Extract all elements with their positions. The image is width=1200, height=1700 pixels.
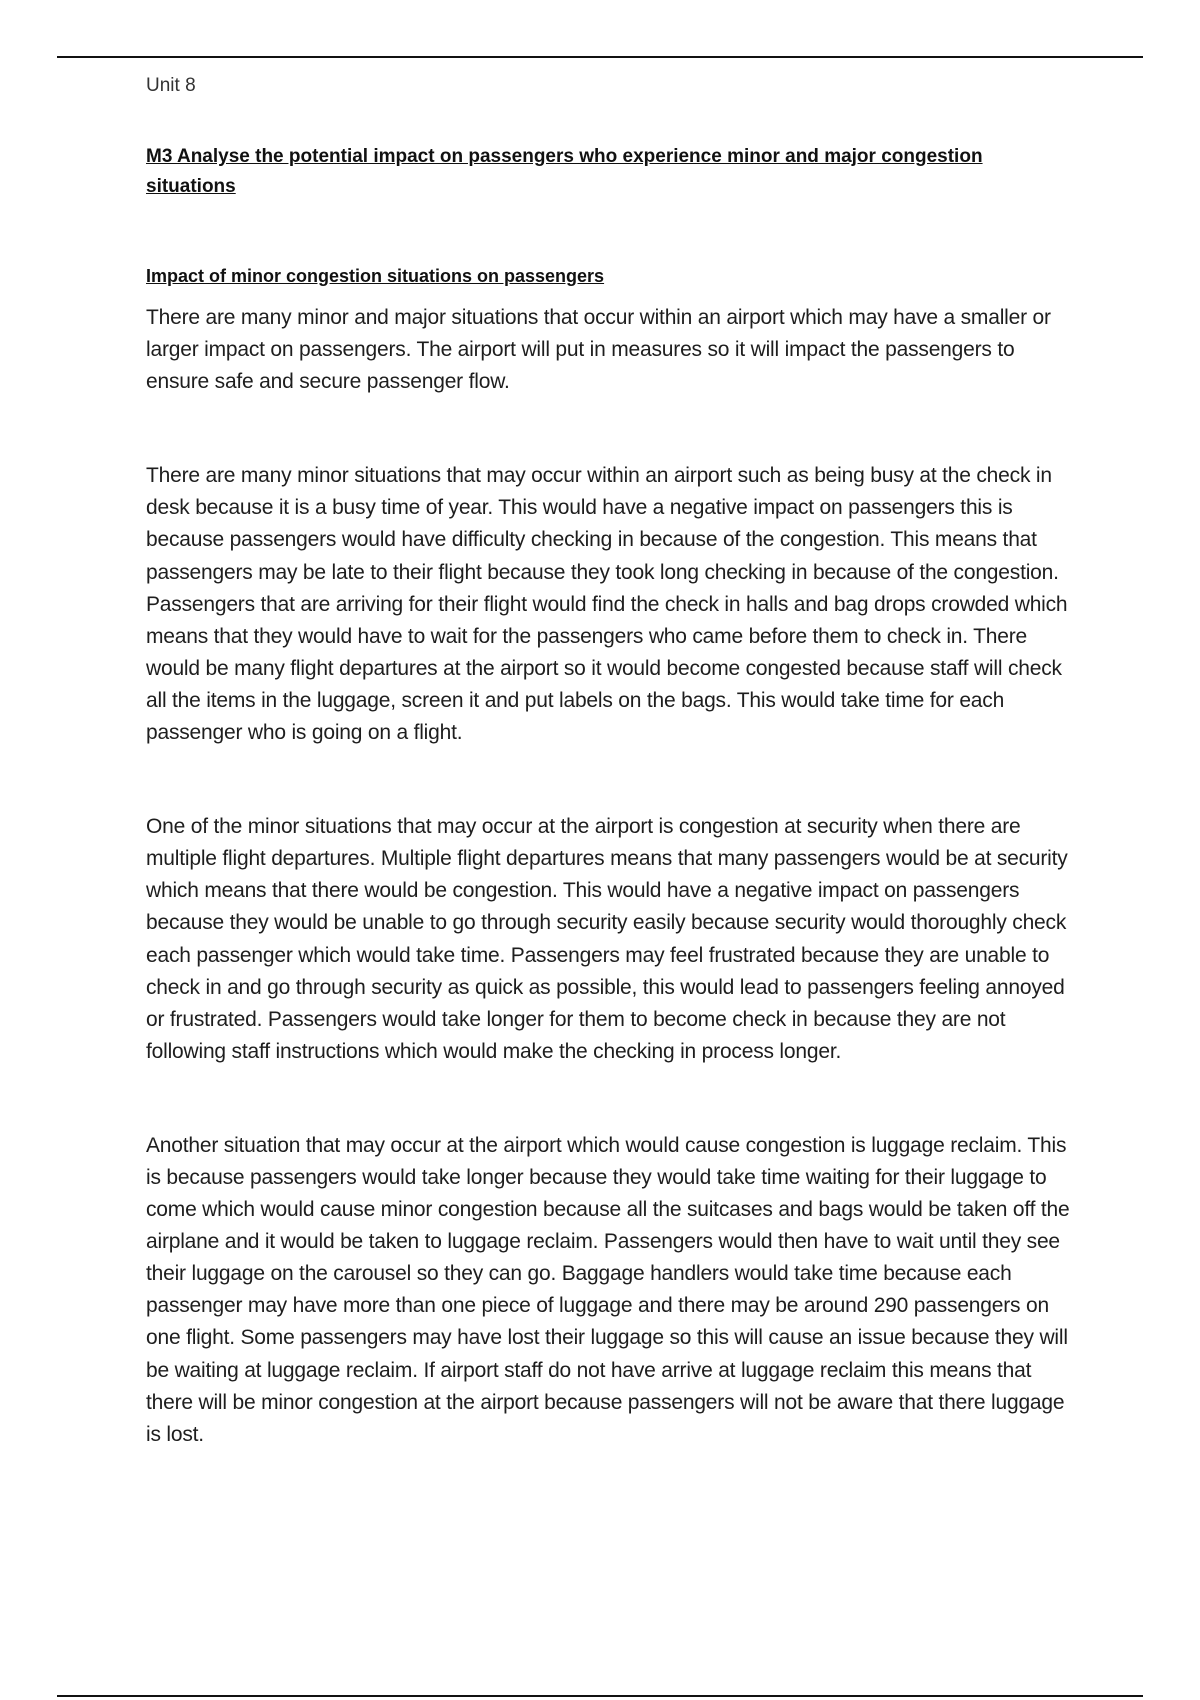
document-body [146,72,1076,1451]
paragraph-intro: There are many minor and major situations that occur within an airport which may have a smaller or larger impact on passengers. The airport will put in measures so it will impact the passengers to ensure safe and secure passenger flow. [146,306,1051,394]
unit-label: Unit 8 [146,75,196,96]
header-rule [57,56,1143,58]
footer-rule [57,1695,1143,1697]
document-title: M3 Analyse the potential impact on passengers who experience minor and major congestion situations [146,146,983,197]
paragraph-check-in: There are many minor situations that may occur within an airport such as being busy at the check in desk because it is a busy time of year. This would have a negative impact on passengers this is because passengers would have difficulty checking in because of the congestion. This means that passengers may be late to their flight because they took long checking in because of the congestion. Passengers that are arriving for their flight would find the check in halls and bag drops crowded which means that they would have to wait for the passengers who came before them to check in. There would be many flight departures at the airport so it would become congested because staff will check all the items in the luggage, screen it and put labels on the bags. This would take time for each passenger who is going on a flight. [146,464,1068,745]
paragraph-security: One of the minor situations that may occur at the airport is congestion at security when there are multiple flight departures. Multiple flight departures means that many passengers would be at security which means that there would be congestion. This would have a negative impact on passengers because they would be unable to go through security easily because security would thoroughly check each passenger which would take time. Passengers may feel frustrated because they are unable to check in and go through security as quick as possible, this would lead to passengers feeling annoyed or frustrated. Passengers would take longer for them to become check in because they are not following staff instructions which would make the checking in process longer. [146,815,1068,1063]
section-heading: Impact of minor congestion situations on passengers [146,266,605,286]
paragraph-luggage-reclaim: Another situation that may occur at the airport which would cause congestion is luggage reclaim. This is because passengers would take longer because they would take time waiting for their luggage to come which would cause minor congestion because all the suitcases and bags would be taken off the airplane and it would be taken to luggage reclaim. Passengers would then have to wait until they see their luggage on the carousel so they can go. Baggage handlers would take time because each passenger may have more than one piece of luggage and there may be around 290 passengers on one flight. Some passengers may have lost their luggage so this will cause an issue because they will be waiting at luggage reclaim. If airport staff do not have arrive at luggage reclaim this means that there will be minor congestion at the airport because passengers will not be aware that there luggage is lost. [146,1133,1070,1446]
